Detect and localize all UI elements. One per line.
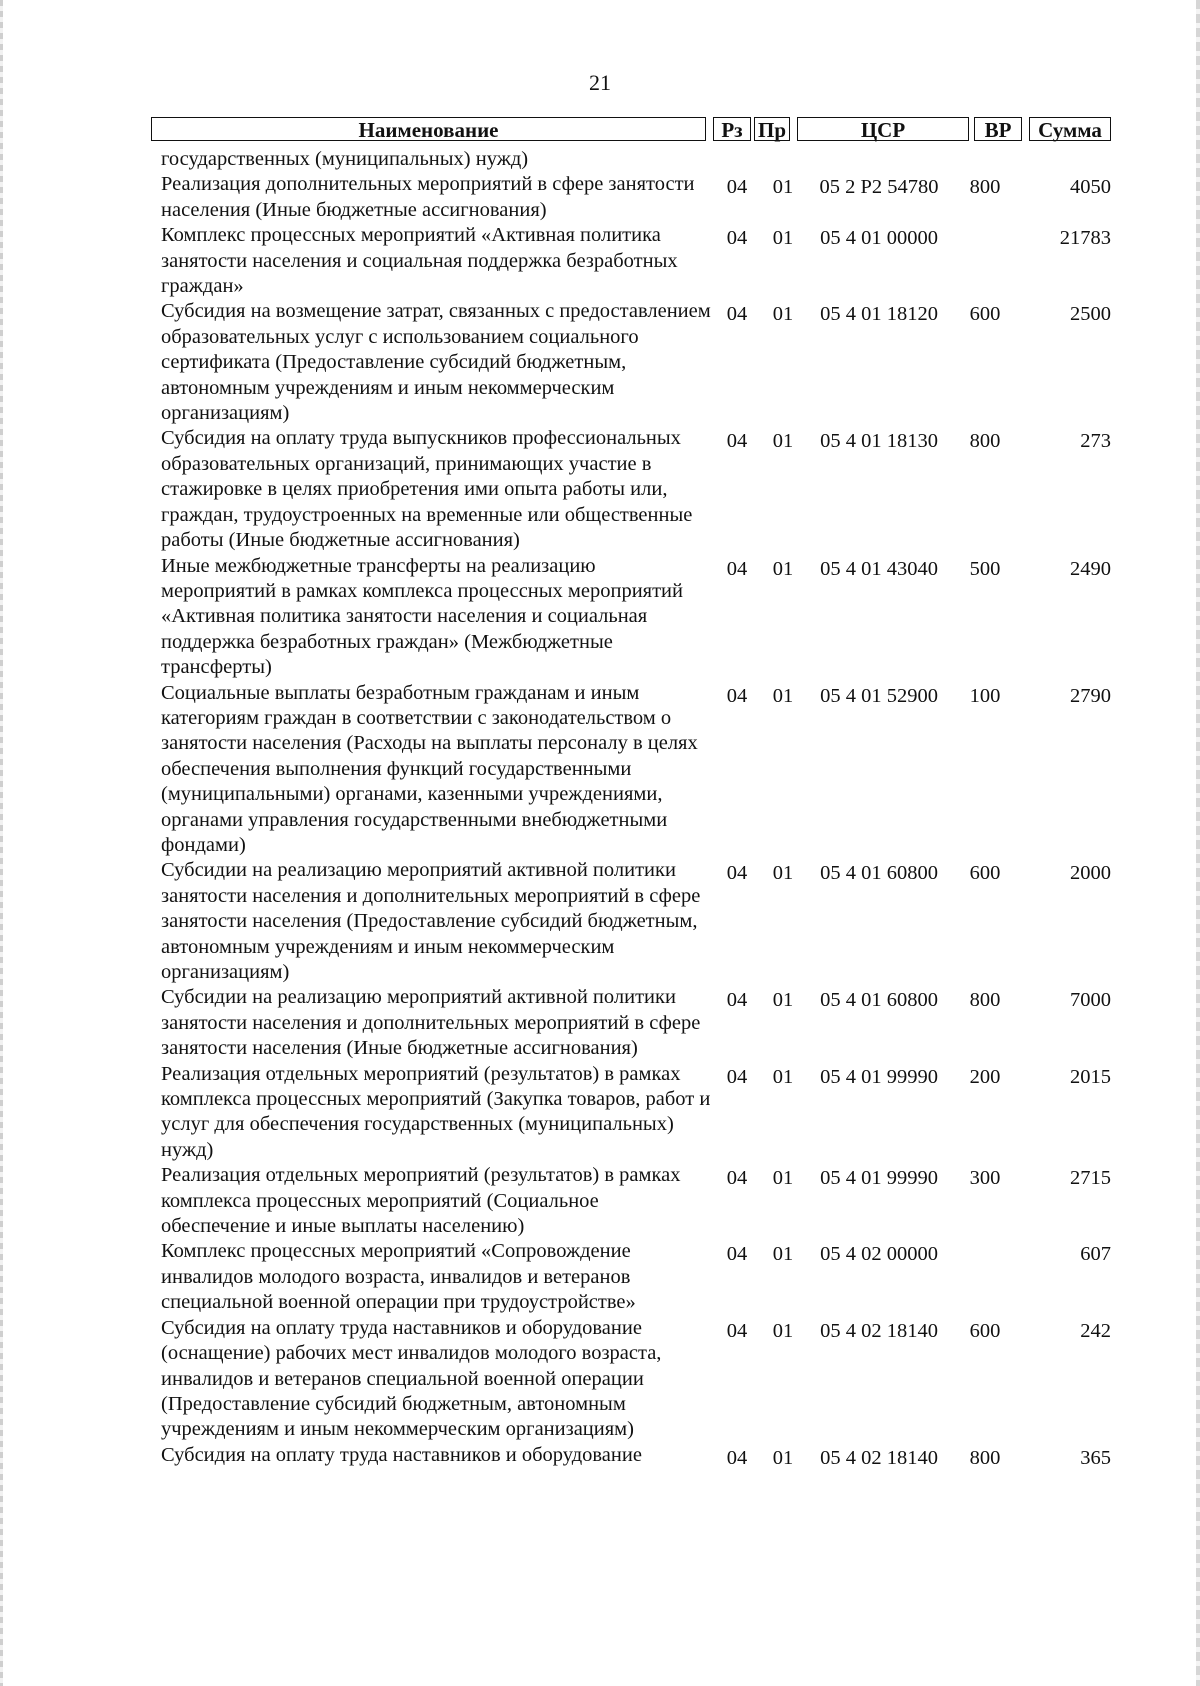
cell-sum: 2790 xyxy=(1070,684,1111,707)
cell-csr: 05 4 01 18120 xyxy=(820,303,938,326)
cell-vr: 200 xyxy=(969,1065,1001,1088)
cell-csr: 05 4 01 60800 xyxy=(820,862,938,885)
cell-rz: 04 xyxy=(726,989,748,1012)
cell-csr: 05 2 Р2 54780 xyxy=(819,176,939,199)
cell-name: Реализация отдельных мероприятий (результатов) в рамках комплекса процессных мероприятий (Закупка товаров, работ и услуг для обеспечения государственных (муниципальных) нужд) xyxy=(161,1062,711,1161)
cell-rz: 04 xyxy=(726,303,748,326)
cell-csr: 05 4 02 00000 xyxy=(820,1243,938,1266)
cell-sum: 2715 xyxy=(1070,1167,1111,1190)
table-row xyxy=(151,147,1111,172)
table-row xyxy=(151,1163,1111,1239)
cell-rz: 04 xyxy=(726,1319,748,1342)
table-row xyxy=(151,681,1111,859)
cell-csr: 05 4 01 52900 xyxy=(820,684,938,707)
cell-csr: 05 4 01 99990 xyxy=(820,1167,938,1190)
cell-rz: 04 xyxy=(726,227,748,250)
cell-rz: 04 xyxy=(726,557,748,580)
cell-name: Субсидия на оплату труда наставников и оборудование (оснащение) рабочих мест инвалидов молодого возраста, инвалидов и ветеранов специальной военной операции (Предоставление субсидий бюджетным, автономным учреждениям и иным некоммерческим организациям) xyxy=(161,1316,662,1441)
cell-vr xyxy=(955,147,1015,150)
cell-vr xyxy=(955,223,1015,226)
cell-sum: 2015 xyxy=(1070,1065,1111,1088)
cell-pr: 01 xyxy=(772,430,794,453)
cell-vr: 500 xyxy=(969,557,1001,580)
header-sum: Сумма xyxy=(1029,117,1111,141)
table-row xyxy=(151,1239,1111,1315)
cell-name: Реализация отдельных мероприятий (результатов) в рамках комплекса процессных мероприятий (Социальное обеспечение и иные выплаты населению) xyxy=(161,1164,681,1238)
cell-vr: 300 xyxy=(969,1167,1001,1190)
cell-vr: 600 xyxy=(969,1319,1001,1342)
cell-csr: 05 4 01 00000 xyxy=(820,227,938,250)
cell-pr: 01 xyxy=(772,176,794,199)
page-number: 21 xyxy=(589,70,611,95)
cell-pr: 01 xyxy=(772,227,794,250)
cell-pr: 01 xyxy=(772,303,794,326)
cell-name: Иные межбюджетные трансферты на реализацию мероприятий в рамках комплекса процессных мероприятий «Активная политика занятости населения и социальная поддержка безработных граждан» (Межбюджетные трансферты) xyxy=(161,554,683,679)
cell-vr: 600 xyxy=(969,303,1001,326)
header-name: Наименование xyxy=(151,117,706,141)
cell-sum: 2490 xyxy=(1070,557,1111,580)
cell-sum: 2500 xyxy=(1070,303,1111,326)
cell-name: Субсидия на оплату труда наставников и оборудование xyxy=(161,1443,642,1466)
table-row xyxy=(151,223,1111,299)
table-row xyxy=(151,172,1111,223)
cell-sum: 365 xyxy=(1080,1446,1111,1469)
table-row xyxy=(151,1062,1111,1164)
cell-sum: 242 xyxy=(1080,1319,1111,1342)
cell-sum: 607 xyxy=(1080,1243,1111,1266)
header-rz: Рз xyxy=(713,117,751,141)
cell-pr: 01 xyxy=(772,1065,794,1088)
cell-name: Субсидии на реализацию мероприятий активной политики занятости населения и дополнительных мероприятий в сфере занятости населения (Иные бюджетные ассигнования) xyxy=(161,986,701,1060)
cell-name: Субсидии на реализацию мероприятий активной политики занятости населения и дополнительных мероприятий в сфере занятости населения (Предоставление субсидий бюджетным, автономным учреждениям и иным некоммерческим организациям) xyxy=(161,859,701,983)
cell-pr xyxy=(763,147,803,150)
cell-name: Реализация дополнительных мероприятий в сфере занятости населения (Иные бюджетные ассигнования) xyxy=(161,173,695,221)
cell-csr: 05 4 01 43040 xyxy=(820,557,938,580)
cell-rz: 04 xyxy=(726,1167,748,1190)
cell-rz: 04 xyxy=(726,430,748,453)
cell-pr: 01 xyxy=(772,1319,794,1342)
cell-name: Субсидия на оплату труда выпускников профессиональных образовательных организаций, принимающих участие в стажировке в целях приобретения ими опыта работы или, граждан, трудоустроенных на временные или общественные работы (Иные бюджетные ассигнования) xyxy=(161,427,693,552)
cell-pr: 01 xyxy=(772,557,794,580)
cell-rz: 04 xyxy=(726,862,748,885)
cell-rz xyxy=(711,147,763,150)
scan-edge-right xyxy=(1196,0,1200,1686)
cell-csr: 05 4 02 18140 xyxy=(820,1446,938,1469)
cell-pr: 01 xyxy=(772,1167,794,1190)
header-pr: Пр xyxy=(754,117,790,141)
cell-rz: 04 xyxy=(726,1065,748,1088)
table-row xyxy=(151,1316,1111,1443)
table-row xyxy=(151,858,1111,985)
cell-vr: 100 xyxy=(969,684,1001,707)
cell-rz: 04 xyxy=(726,1446,748,1469)
cell-pr: 01 xyxy=(772,684,794,707)
cell-pr: 01 xyxy=(772,862,794,885)
cell-vr: 800 xyxy=(969,989,1001,1012)
cell-csr xyxy=(803,147,955,150)
cell-pr: 01 xyxy=(772,989,794,1012)
cell-vr: 800 xyxy=(969,1446,1001,1469)
cell-csr: 05 4 01 18130 xyxy=(820,430,938,453)
cell-rz: 04 xyxy=(726,1243,748,1266)
cell-name: Комплекс процессных мероприятий «Активная политика занятости населения и социальная поддержка безработных граждан» xyxy=(161,224,678,298)
cell-rz: 04 xyxy=(726,684,748,707)
table-row xyxy=(151,985,1111,1061)
cell-vr: 800 xyxy=(969,176,1001,199)
header-vr: ВР xyxy=(974,117,1022,141)
table-row xyxy=(151,554,1111,681)
cell-vr: 600 xyxy=(969,862,1001,885)
table-row xyxy=(151,299,1111,426)
cell-name: Субсидия на возмещение затрат, связанных с предоставлением образовательных услуг с использованием социального сертификата (Предоставление субсидий бюджетным, автономным учреждениям и иным некоммерческим организациям) xyxy=(161,300,711,425)
cell-rz: 04 xyxy=(726,176,748,199)
cell-name: государственных (муниципальных) нужд) xyxy=(161,148,529,170)
cell-vr xyxy=(955,1239,1015,1242)
cell-pr: 01 xyxy=(772,1243,794,1266)
cell-sum: 273 xyxy=(1080,430,1111,453)
scan-edge-left xyxy=(0,0,3,1686)
cell-name: Комплекс процессных мероприятий «Сопровождение инвалидов молодого возраста, инвалидов и ветеранов специальной военной операции при трудоустройстве» xyxy=(161,1240,636,1314)
cell-sum: 7000 xyxy=(1070,989,1111,1012)
cell-csr: 05 4 02 18140 xyxy=(820,1319,938,1342)
cell-vr: 800 xyxy=(969,430,1001,453)
cell-sum: 4050 xyxy=(1070,176,1111,199)
header-csr: ЦСР xyxy=(797,117,969,141)
table-row xyxy=(151,1443,1111,1471)
cell-csr: 05 4 01 99990 xyxy=(820,1065,938,1088)
cell-csr: 05 4 01 60800 xyxy=(820,989,938,1012)
cell-name: Социальные выплаты безработным гражданам и иным категориям граждан в соответствии с законодательством о занятости населения (Расходы на выплаты персоналу в целях обеспечения выполнения функций государственными (муниципальными) органами, казенными учреждениями, органами управления государственными внебюджетными фондами) xyxy=(161,681,698,856)
cell-sum: 21783 xyxy=(1059,227,1111,250)
cell-sum xyxy=(1015,147,1111,150)
table-body xyxy=(151,147,1111,1471)
table-row xyxy=(151,426,1111,553)
cell-pr: 01 xyxy=(772,1446,794,1469)
cell-sum: 2000 xyxy=(1070,862,1111,885)
